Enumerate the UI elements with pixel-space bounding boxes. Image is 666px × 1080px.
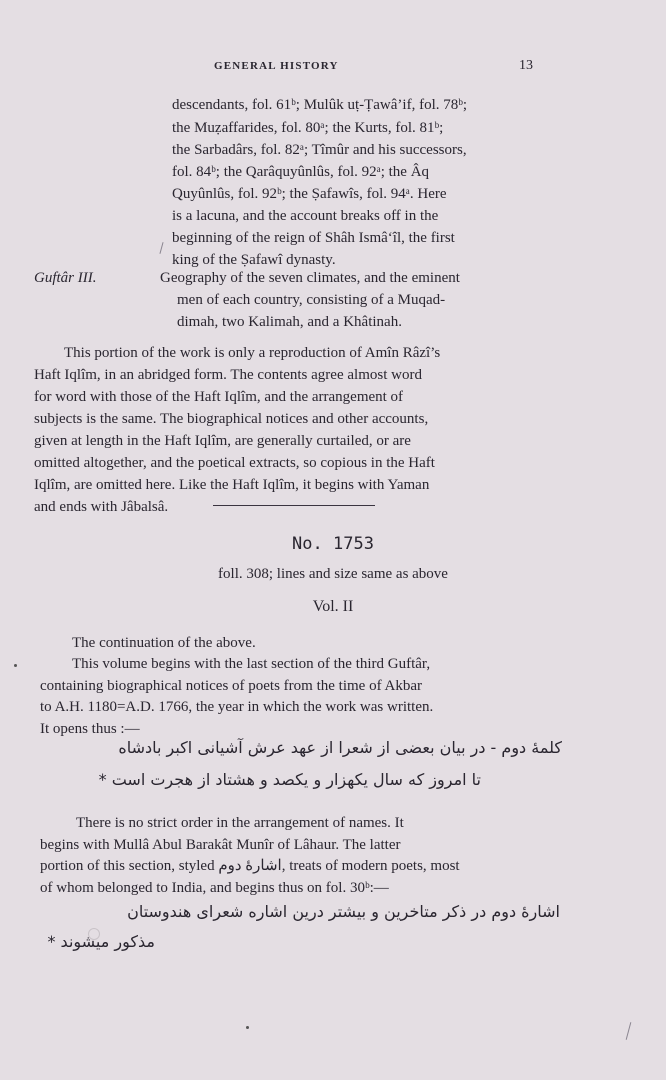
stray-mark (159, 242, 163, 254)
persian-line: تا امروز که سال یکهزار و یکصد و هشتاد از هجرت است * (98, 770, 481, 789)
text-line: king of the Ṣafawî dynasty. (172, 252, 336, 268)
text-line: for word with those of the Haft Iqlîm, and the arrangement of (34, 389, 404, 405)
text-line: subjects is the same. The biographical notices and other accounts, (34, 411, 429, 427)
text-line: men of each country, consisting of a Muqad- (177, 292, 446, 308)
section-divider (213, 505, 375, 506)
stray-mark (626, 1022, 632, 1040)
text-line: of whom belonged to India, and begins thus on fol. 30ᵇ:— (40, 880, 389, 896)
guftar-label: Guftâr III. (34, 270, 97, 286)
text-line: the Sarbadârs, fol. 82ᵃ; Tîmûr and his successors, (172, 142, 467, 158)
text-line: begins with Mullâ Abul Barakât Munîr of Lâhaur. The latter (40, 837, 401, 853)
page-number: 13 (519, 58, 533, 73)
text-line: This portion of the work is only a reproduction of Amîn Râzî’s (64, 345, 441, 361)
text-line: Quyûnlûs, fol. 92ᵇ; the Ṣafawîs, fol. 94ᵃ. Here (172, 186, 447, 202)
entry-number: No. 1753 (292, 534, 374, 554)
persian-line: مذکور میشوند * (47, 932, 155, 951)
stray-dot (246, 1026, 249, 1029)
text-line: omitted altogether, and the poetical extracts, so copious in the Haft (34, 455, 435, 471)
text-line: to A.H. 1180=A.D. 1766, the year in which the work was written. (40, 699, 434, 715)
text-line: Haft Iqlîm, in an abridged form. The contents agree almost word (34, 367, 422, 383)
text-line: is a lacuna, and the account breaks off in the (172, 208, 439, 224)
text-line: the Muẓaffarides, fol. 80ᵃ; the Kurts, fol. 81ᵇ; (172, 120, 444, 136)
text-line: It opens thus :— (40, 721, 140, 737)
text-line: portion of this section, styled اشارهٔ دوم, treats of modern poets, most (40, 858, 460, 874)
paper-stain (88, 928, 100, 940)
entry-description: foll. 308; lines and size same as above (218, 566, 448, 582)
text-line: The continuation of the above. (72, 635, 256, 651)
text-line: containing biographical notices of poets from the time of Akbar (40, 678, 422, 694)
persian-line: کلمهٔ دوم - در بیان بعضی از شعرا از عهد عرش آشیانی اکبر بادشاه (118, 738, 562, 757)
text-line: Iqlîm, are omitted here. Like the Haft Iqlîm, it begins with Yaman (34, 477, 430, 493)
text-line: given at length in the Haft Iqlîm, are generally curtailed, or are (34, 433, 411, 449)
text-line: There is no strict order in the arrangement of names. It (76, 815, 404, 831)
text-line: Geography of the seven climates, and the eminent (160, 270, 460, 286)
text-line: dimah, two Kalimah, and a Khâtinah. (177, 314, 402, 330)
text-line: and ends with Jâbalsâ. (34, 499, 169, 515)
volume-label: Vol. II (312, 598, 354, 615)
page-header (0, 58, 666, 78)
text-line: fol. 84ᵇ; the Qarâquyûnlûs, fol. 92ᵃ; the Âq (172, 164, 430, 180)
running-title: GENERAL HISTORY (214, 60, 339, 72)
text-line: descendants, fol. 61ᵇ; Mulûk uṭ-Ṭawâ’if, fol. 78ᵇ; (172, 97, 468, 113)
text-line: beginning of the reign of Shâh Ismâ‘îl, the first (172, 230, 455, 246)
stray-dot (14, 664, 17, 667)
text-line: This volume begins with the last section of the third Guftâr, (72, 656, 431, 672)
persian-line: اشارهٔ دوم در ذکر متاخرین و بیشتر درین اشاره شعرای هندوستان (127, 902, 560, 921)
